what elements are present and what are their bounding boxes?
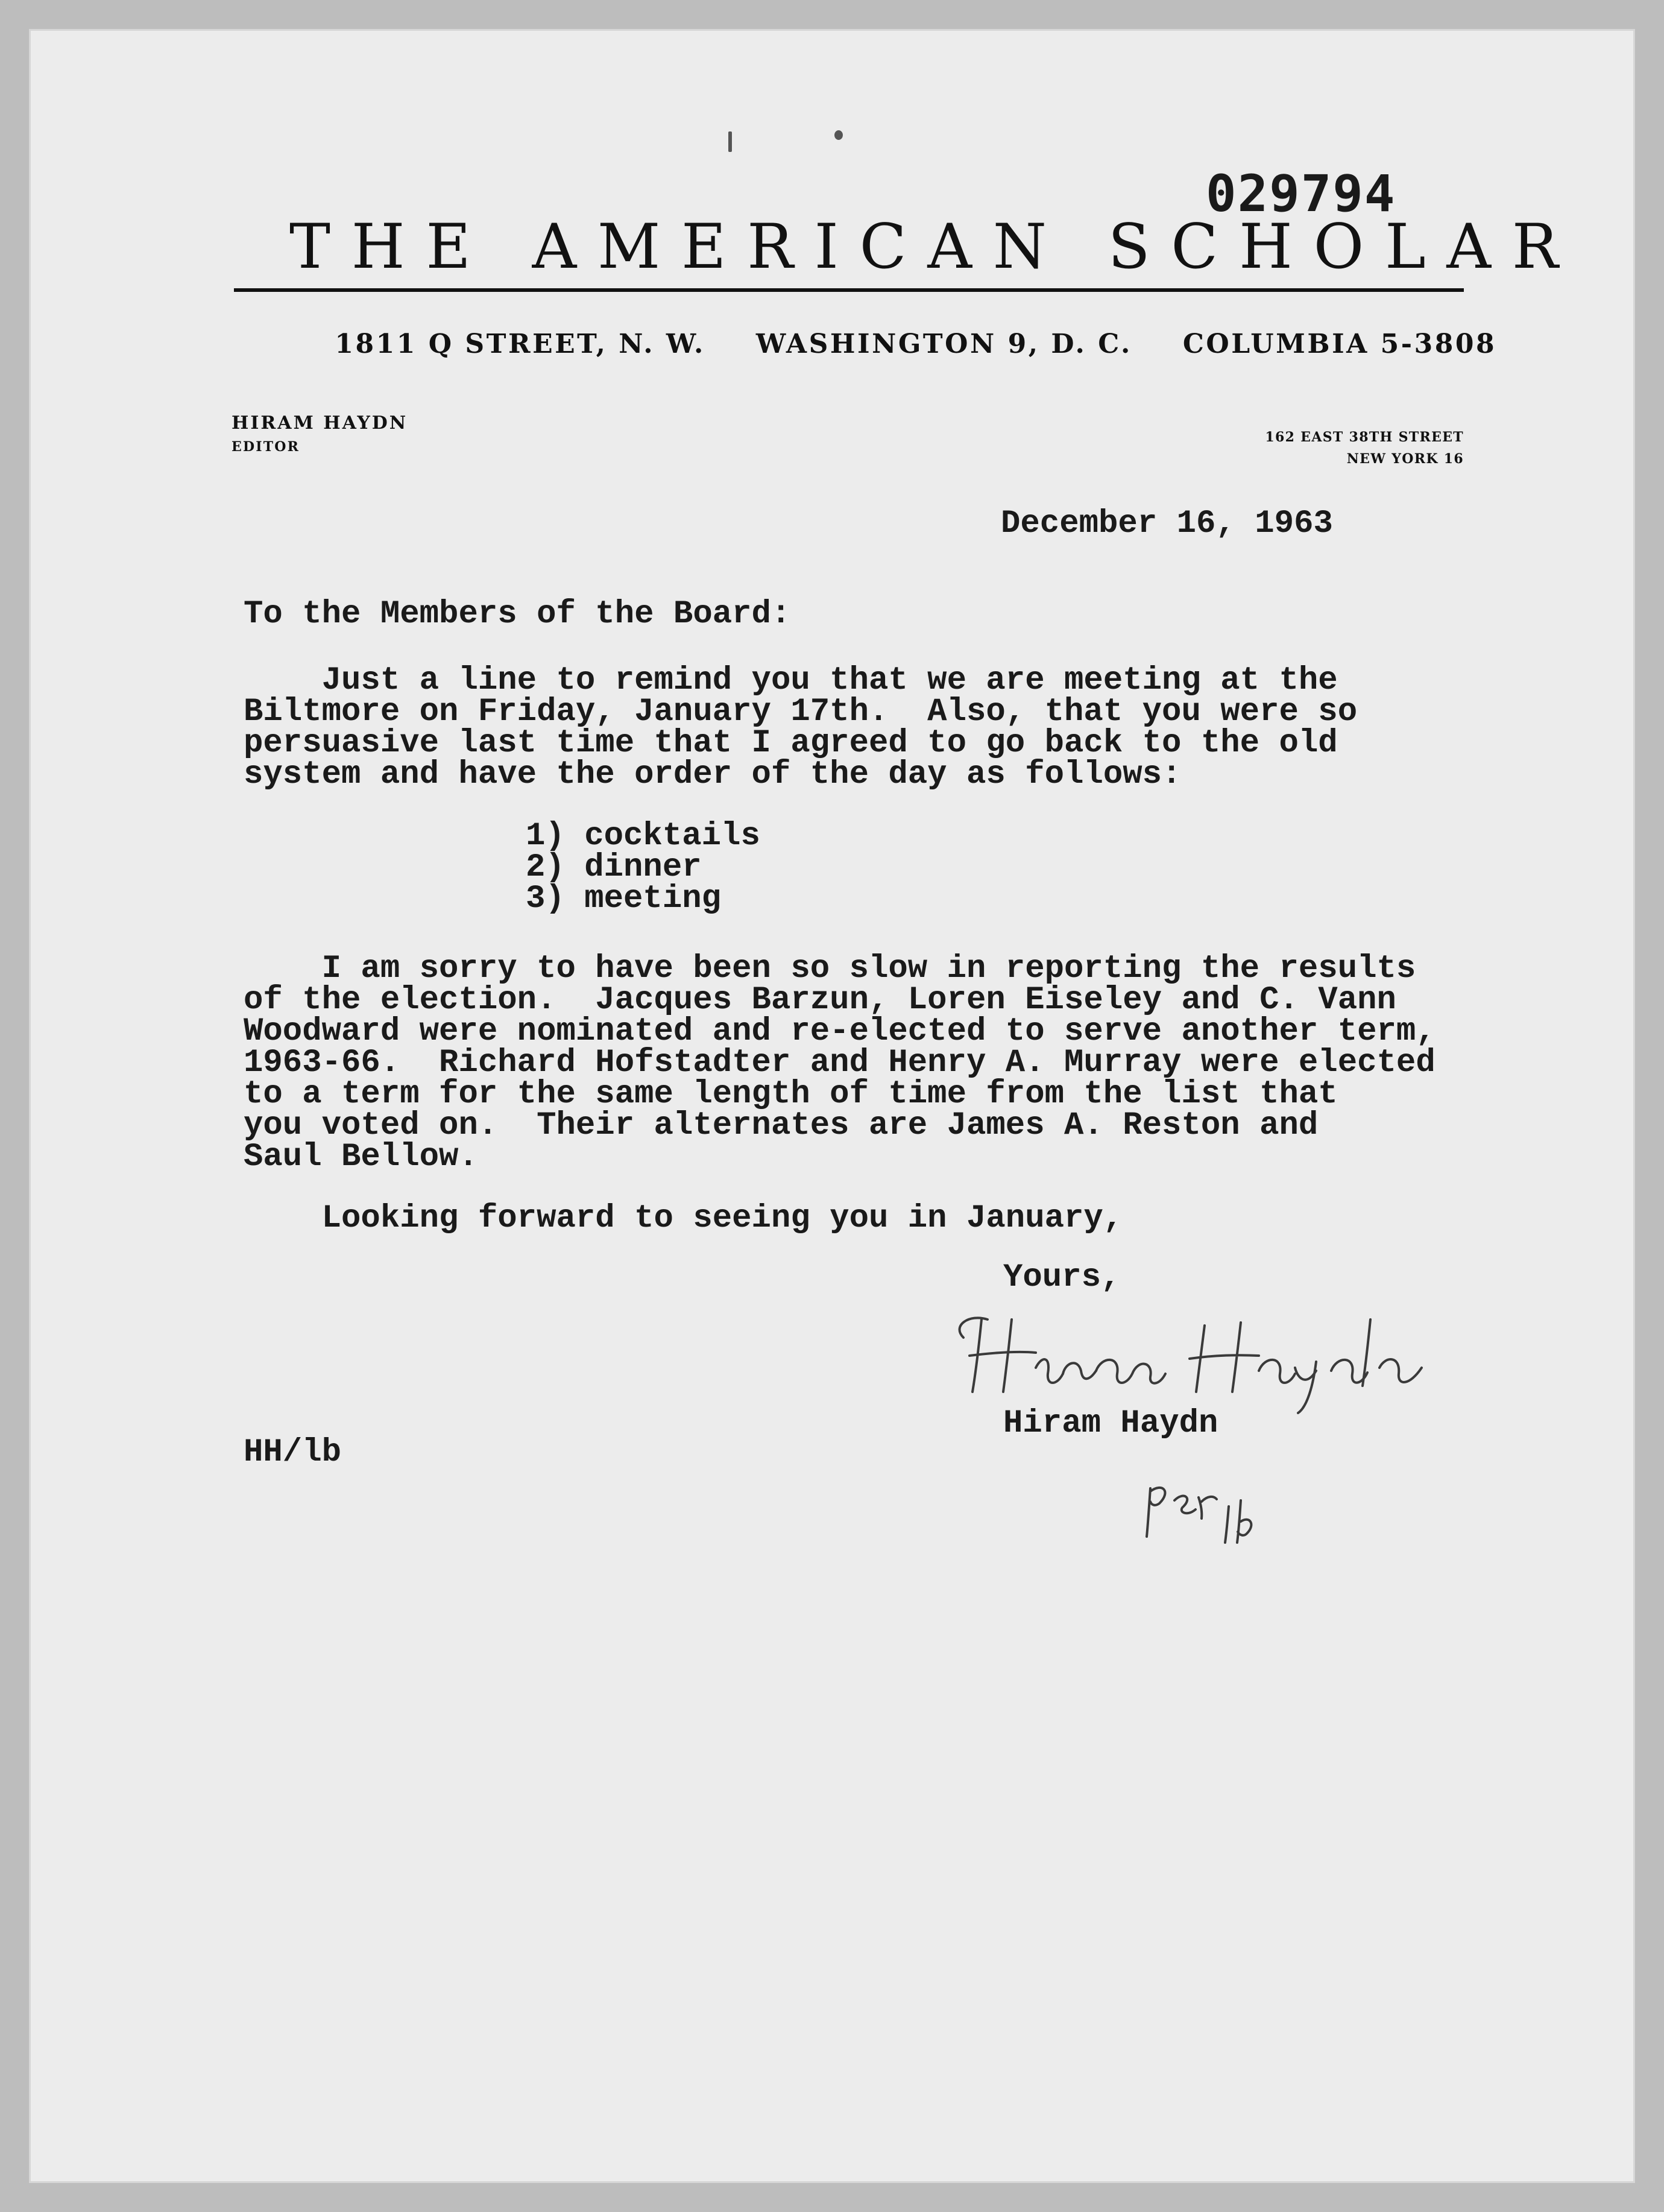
handwritten-per-notation — [1138, 1464, 1271, 1549]
paragraph2-line: Woodward were nominated and re-elected to serve another term, — [244, 1013, 1436, 1050]
paragraph1-line: system and have the order of the day as follows: — [244, 756, 1182, 793]
paragraph2-line: Saul Bellow. — [244, 1139, 478, 1175]
office-street: 162 EAST 38TH STREET — [1265, 429, 1464, 445]
agenda-item: 3) meeting — [526, 880, 722, 917]
publication-title: THE AMERICAN SCHOLAR — [289, 211, 1580, 283]
paragraph1-line: persuasive last time that I agreed to go back to the old — [244, 725, 1338, 762]
complimentary-close: Yours, — [1003, 1259, 1121, 1296]
paragraph1-line: Biltmore on Friday, January 17th. Also, that you were so — [244, 694, 1358, 730]
letter-page — [29, 29, 1635, 2183]
paragraph2-line: 1963-66. Richard Hofstadter and Henry A. Murray were elected — [244, 1044, 1436, 1081]
agenda-item: 1) cocktails — [526, 818, 760, 855]
serial-number: 029794 — [1206, 164, 1396, 223]
letterhead-rule — [234, 288, 1464, 292]
paragraph2-line: of the election. Jacques Barzun, Loren Eiseley and C. Vann — [244, 982, 1396, 1019]
editor-title: EDITOR — [232, 439, 300, 455]
agenda-item: 2) dinner — [526, 849, 702, 886]
office-city: NEW YORK 16 — [1346, 451, 1464, 467]
reference-initials: HH/lb — [244, 1434, 342, 1471]
salutation: To the Members of the Board: — [244, 596, 791, 633]
handwritten-signature — [945, 1295, 1428, 1416]
paragraph2-line: to a term for the same length of time from the list that — [244, 1076, 1338, 1113]
letterhead-address — [289, 298, 1496, 390]
typed-signer-name: Hiram Haydn — [1003, 1405, 1218, 1442]
phone-number: COLUMBIA 5-3808 — [1182, 329, 1497, 359]
paragraph2-line: you voted on. Their alternates are James A. Reston and — [244, 1107, 1319, 1144]
street-address: 1811 Q STREET, N. W. — [335, 329, 705, 359]
city-address: WASHINGTON 9, D. C. — [755, 329, 1132, 359]
editor-name: HIRAM HAYDN — [232, 412, 408, 434]
paragraph2-line: I am sorry to have been so slow in reporting the results — [244, 950, 1416, 987]
scan-speck — [728, 131, 732, 152]
scan-speck — [834, 130, 843, 140]
paragraph1-line: Just a line to remind you that we are meeting at the — [244, 662, 1338, 699]
closing-line: Looking forward to seeing you in January, — [244, 1200, 1123, 1237]
letter-date: December 16, 1963 — [1001, 505, 1333, 542]
